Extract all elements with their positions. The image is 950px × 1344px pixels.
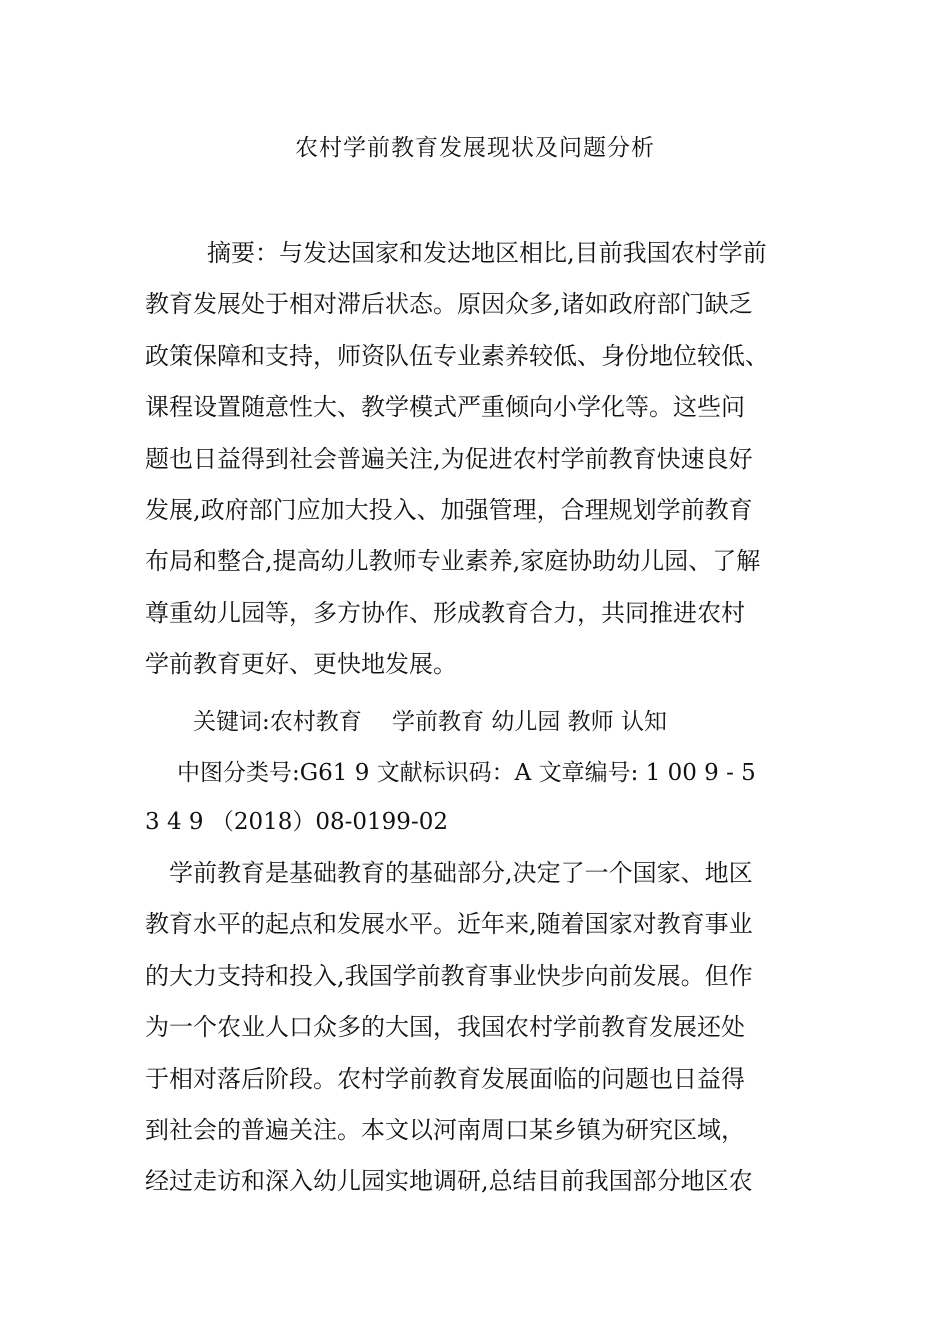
abstract-line: 教育发展处于相对滞后状态。原因众多,诸如政府部门缺乏 — [145, 290, 753, 319]
body-line: 教育水平的起点和发展水平。近年来,随着国家对教育事业 — [145, 910, 753, 939]
body-paragraph — [145, 848, 805, 1208]
abstract-line: 布局和整合,提高幼儿教师专业素养,家庭协助幼儿园、了解 — [145, 547, 761, 576]
body-line: 于相对落后阶段。农村学前教育发展面临的问题也日益得 — [145, 1064, 745, 1093]
abstract-line: 摘要：与发达国家和发达地区相比,目前我国农村学前 — [207, 239, 767, 267]
body-line: 学前教育是基础教育的基础部分,决定了一个国家、地区 — [145, 859, 753, 887]
abstract-line: 课程设置随意性大、教学模式严重倾向小学化等。这些问 — [145, 393, 745, 422]
body-line: 经过走访和深入幼儿园实地调研,总结目前我国部分地区农 — [145, 1167, 753, 1196]
classification-line: 中图分类号:G61 9 文献标识码：A 文章编号: 1 00 9 - 5 — [177, 760, 756, 786]
classification-line-continued: 3 4 9 （2018）08-0199-02 — [145, 809, 448, 835]
abstract-line: 发展,政府部门应加大投入、加强管理，合理规划学前教育 — [145, 495, 753, 524]
keywords-line: 关键词:农村教育 学前教育 幼儿园 教师 认知 — [193, 709, 667, 735]
abstract-line: 政策保障和支持，师资队伍专业素养较低、身份地位较低、 — [145, 341, 769, 370]
abstract-paragraph — [145, 228, 805, 691]
body-line: 的大力支持和投入,我国学前教育事业快步向前发展。但作 — [145, 961, 753, 990]
abstract-line: 题也日益得到社会普遍关注,为促进农村学前教育快速良好 — [145, 444, 753, 473]
document-title: 农村学前教育发展现状及问题分析 — [295, 135, 655, 161]
body-line: 到社会的普遍关注。本文以河南周口某乡镇为研究区域， — [145, 1115, 745, 1144]
abstract-line: 学前教育更好、更快地发展。 — [145, 650, 457, 679]
body-line: 为一个农业人口众多的大国，我国农村学前教育发展还处 — [145, 1013, 745, 1042]
abstract-line: 尊重幼儿园等，多方协作、形成教育合力，共同推进农村 — [145, 598, 745, 627]
